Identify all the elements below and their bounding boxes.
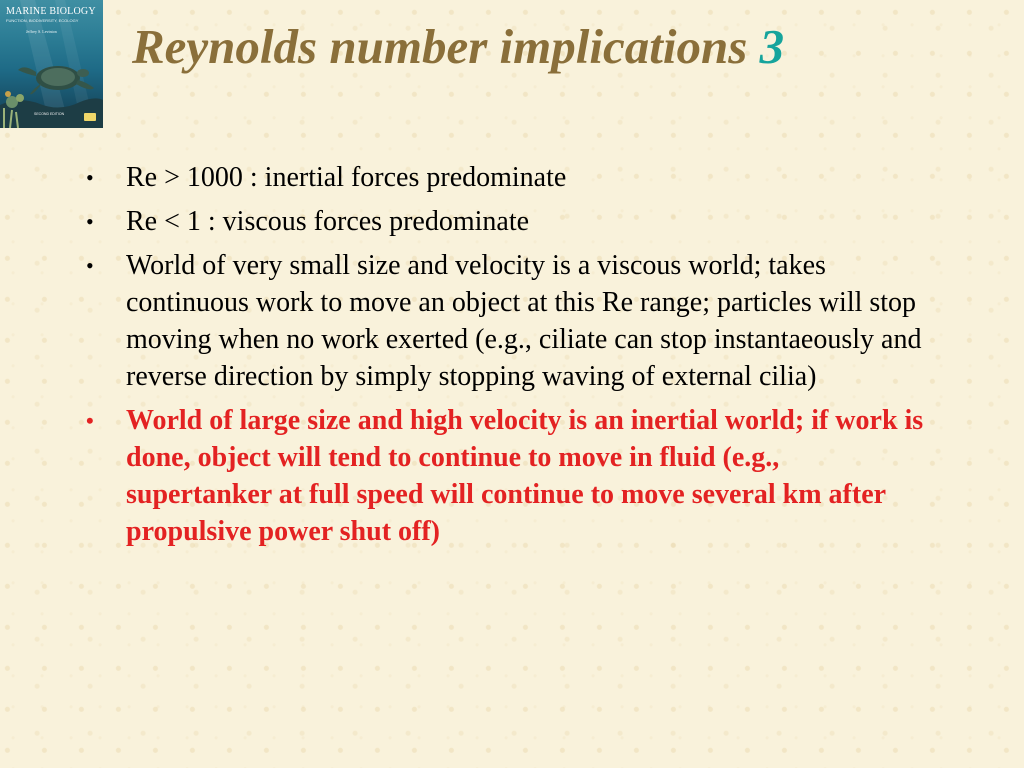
bullet-item-emphasis: [84, 402, 924, 550]
book-cover-subtitle: FUNCTION, BIODIVERSITY, ECOLOGY: [6, 18, 79, 23]
bullet-list: [84, 159, 924, 557]
slide-title-number: 3: [759, 19, 785, 74]
bullet-marker: •: [86, 165, 94, 190]
book-cover-edition: SECOND EDITION: [34, 112, 65, 116]
bullet-item: [84, 159, 924, 196]
bullet-marker: •: [86, 408, 94, 433]
slide-title-text: Reynolds number implications: [132, 19, 748, 74]
bullet-text: Re > 1000 : inertial forces predominate: [126, 162, 567, 193]
book-cover-author: Jeffrey S. Levinton: [26, 29, 57, 34]
bullet-item: [84, 247, 924, 395]
bullet-text: World of very small size and velocity is a viscous world; takes continuous work to move an object at this Re range; particles will stop moving when no work exerted (e.g., ciliate can stop instantaeously and reverse direction by simply stopping waving of external cilia): [126, 250, 922, 392]
bullet-item: [84, 203, 924, 240]
publisher-logo-icon: [84, 113, 96, 121]
bullet-text: Re < 1 : viscous forces predominate: [126, 206, 530, 237]
book-cover-image: [0, 0, 103, 128]
slide-title: [132, 17, 784, 77]
bullet-text-emphasis: World of large size and high velocity is an inertial world; if work is done, object will tend to continue to move in fluid (e.g., supertanker at full speed will continue to move several km after propulsive power shut off): [126, 405, 924, 547]
bullet-marker: •: [86, 209, 94, 234]
book-cover-title: MARINE BIOLOGY: [6, 6, 96, 17]
bullet-marker: •: [86, 253, 94, 278]
